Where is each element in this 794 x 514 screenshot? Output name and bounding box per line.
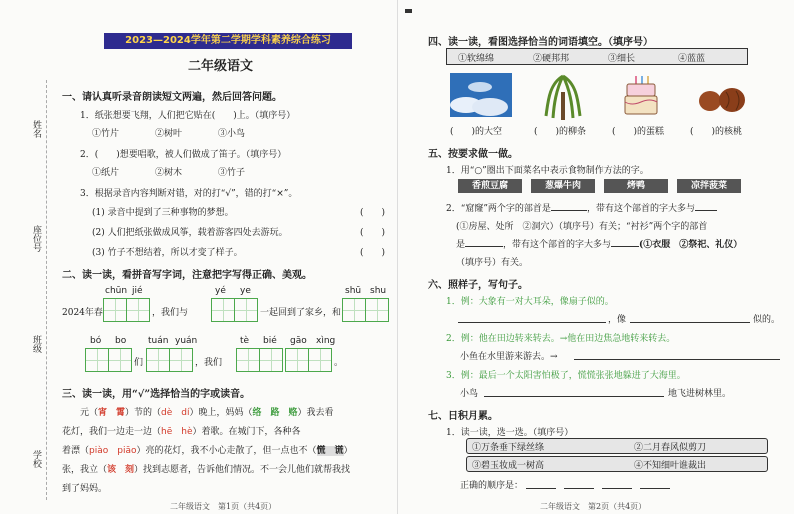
section4-heading: 四、读一读，看图选择恰当的词语填空。（填序号） bbox=[428, 37, 653, 48]
answer-line-1b[interactable] bbox=[630, 322, 750, 323]
section2-heading: 二、读一读，看拼音写字词，注意把字写得正确、美观。 bbox=[62, 270, 312, 281]
willow-picture bbox=[544, 72, 582, 120]
pinyin-jie: jié bbox=[132, 286, 143, 296]
order-blank-3[interactable] bbox=[602, 488, 632, 489]
pinyin-gao: gāo bbox=[290, 336, 307, 346]
writing-grid-tebie[interactable] bbox=[236, 348, 283, 372]
answer-line-2[interactable] bbox=[574, 359, 780, 360]
q2-options: ①纸片 ②树木 ③竹子 bbox=[92, 168, 246, 178]
pinyin-bo2: bo bbox=[115, 336, 127, 346]
judge-3: (3) 竹子不想结着，所以才变了样子。 bbox=[92, 248, 243, 258]
margin-seat-label: 座位号 bbox=[31, 225, 41, 252]
sentence-part-1: 2024年春 bbox=[62, 308, 103, 318]
writing-grid-shushu[interactable] bbox=[342, 298, 389, 322]
pinyin-yuan: yuán bbox=[175, 336, 198, 346]
writing-grid-chunjie[interactable] bbox=[103, 298, 150, 322]
pinyin-shu2: shu bbox=[370, 286, 387, 296]
section1-heading: 一、请认真听录音朗读短文两遍，然后回答问题。 bbox=[62, 92, 282, 103]
passage-line-3: 着漂（piào piāo）亮的花灯，我不小心走散了，但一点也不（慌 谎） bbox=[62, 446, 353, 456]
order-blank-1[interactable] bbox=[526, 488, 556, 489]
word-option-4: ④蓝蓝 bbox=[678, 54, 706, 64]
judge-2: (2) 人们把纸张做成风筝，载着游客四处去游玩。 bbox=[92, 228, 288, 238]
poem-option-1[interactable]: ①万条垂下绿丝绦 bbox=[472, 443, 545, 453]
food-item-1[interactable]: 香煎豆腐 bbox=[458, 179, 522, 193]
poem-option-4[interactable]: ④不知细叶谁裁出 bbox=[634, 461, 707, 471]
pinyin-ye1: yé bbox=[215, 286, 226, 296]
margin-name-label: 姓名 bbox=[31, 120, 41, 138]
answer-line-1a[interactable] bbox=[458, 322, 606, 323]
judge-1: (1) 录音中提到了三种事物的梦想。 bbox=[92, 208, 234, 218]
q3-text: 3．根据录音内容判断对错，对的打“√”，错的打“×”。 bbox=[80, 189, 298, 199]
sentence-part-2: ，我们与 bbox=[152, 308, 189, 318]
pinyin-tuan: tuán bbox=[148, 336, 169, 346]
choice-ke[interactable]: 该 刻 bbox=[107, 465, 135, 475]
sec6-example-3: 3．例：最后一个太阳害怕极了，慌慌张张地躲进了大海里。 bbox=[446, 371, 686, 381]
food-item-3[interactable]: 烤鸭 bbox=[604, 179, 668, 193]
binding-line bbox=[46, 80, 47, 500]
sec6-sentence-3a: 小鸟 bbox=[460, 389, 479, 399]
judge-2-answer[interactable]: ( ) bbox=[360, 228, 386, 238]
pinyin-ye2: ye bbox=[240, 286, 251, 296]
choice-xiao[interactable]: 宵 霄 bbox=[98, 408, 126, 418]
choice-lu[interactable]: 络 路 赂 bbox=[252, 408, 298, 418]
pinyin-bo1: bó bbox=[90, 336, 102, 346]
page-footer-2: 二年级语文 第2页（共4页） bbox=[540, 502, 647, 511]
sec5-q2-line4: （填序号）有关。 bbox=[456, 258, 529, 268]
word-option-2: ②硬邦邦 bbox=[533, 54, 570, 64]
order-blank-2[interactable] bbox=[564, 488, 594, 489]
sec7-q1: 1．读一读，选一选。（填序号） bbox=[446, 428, 574, 438]
pinyin-bie: bié bbox=[263, 336, 277, 346]
choice-he[interactable]: hē hè bbox=[161, 427, 193, 437]
blank-willow[interactable]: ( )的柳条 bbox=[534, 127, 587, 137]
passage-line-1: 元（宵 霄）节的（dè dí）晚上，妈妈（络 路 赂）我去看 bbox=[80, 408, 334, 418]
blank-sky[interactable]: ( )的大空 bbox=[450, 127, 503, 137]
q2-text: 2．( )想要唱歌，被人们做成了笛子。（填序号） bbox=[80, 150, 287, 160]
answer-line-3[interactable] bbox=[484, 396, 664, 397]
judge-3-answer[interactable]: ( ) bbox=[360, 248, 386, 258]
scan-mark bbox=[405, 9, 412, 13]
sec6-example-1: 1．例：大象有一对大耳朵，像扇子似的。 bbox=[446, 297, 614, 307]
writing-grid-bobo[interactable] bbox=[85, 348, 132, 372]
writing-grid-tuanyuan[interactable] bbox=[146, 348, 193, 372]
blank-walnut[interactable]: ( )的核桃 bbox=[690, 127, 743, 137]
exam-banner: 2023—2024学年第二学期学科素养综合练习 bbox=[104, 33, 352, 49]
margin-school-label: 学校 bbox=[31, 450, 41, 468]
section5-heading: 五、按要求做一做。 bbox=[428, 149, 518, 160]
q1-text: 1．纸张想要飞翔，人们把它贴在( )上。（填序号） bbox=[80, 111, 296, 121]
walnut-picture bbox=[698, 86, 746, 114]
sentence-part-6: 。 bbox=[334, 358, 344, 368]
writing-grid-gaoxing[interactable] bbox=[285, 348, 332, 372]
passage-line-2: 花灯，我们一边走一边（hē hè）着歌。在城门下，各种各 bbox=[62, 427, 301, 437]
exam-page-2 bbox=[398, 0, 794, 514]
pinyin-chun: chūn bbox=[105, 286, 128, 296]
sec6-sentence-2: 小鱼在水里游来游去。→ bbox=[460, 352, 558, 362]
choice-di[interactable]: dè dí bbox=[161, 408, 190, 418]
section6-heading: 六、照样子，写句子。 bbox=[428, 280, 528, 291]
section7-heading: 七、日积月累。 bbox=[428, 411, 498, 422]
q1-options: ①竹片 ②树叶 ③小鸟 bbox=[92, 129, 246, 139]
cake-picture bbox=[624, 74, 658, 118]
sec5-q2-line3: 是 ，带有这个部首的字大多与 (①衣服 ②祭祀、礼仪） bbox=[456, 240, 743, 250]
sec5-q1: 1．用“○”圈出下面菜名中表示食物制作方法的字。 bbox=[446, 166, 649, 176]
blank-meaning-2[interactable] bbox=[611, 246, 639, 247]
writing-grid-yeye[interactable] bbox=[211, 298, 258, 322]
sentence-part-5: ，我们 bbox=[195, 358, 223, 368]
passage-line-4: 张，我立（该 刻）找到志愿者，告诉他们情况。不一会儿他们就帮我找 bbox=[62, 465, 351, 475]
pinyin-te: tè bbox=[240, 336, 250, 346]
sec6-end-1: 似的。 bbox=[753, 315, 781, 325]
blank-radical-1[interactable] bbox=[551, 210, 587, 211]
page-title: 二年级语文 bbox=[188, 59, 254, 74]
blank-cake[interactable]: ( )的蛋糕 bbox=[612, 127, 665, 137]
choice-huang[interactable]: 慌 谎 bbox=[316, 446, 344, 456]
blank-meaning-1[interactable] bbox=[695, 210, 717, 211]
sentence-part-4: 们 bbox=[134, 358, 144, 368]
pinyin-shu1: shū bbox=[345, 286, 362, 296]
sec6-sentence-3b: 地飞进树林里。 bbox=[668, 389, 732, 399]
page-footer: 二年级语文 第1页（共4页） bbox=[170, 502, 277, 511]
passage-line-5: 到了妈妈。 bbox=[62, 484, 108, 494]
judge-1-answer[interactable]: ( ) bbox=[360, 208, 386, 218]
choice-piao[interactable]: piào piāo bbox=[89, 446, 137, 456]
food-item-4[interactable]: 凉拌菠菜 bbox=[677, 179, 741, 193]
pinyin-xing: xìng bbox=[316, 336, 336, 346]
poem-option-2[interactable]: ②二月春风似剪刀 bbox=[634, 443, 707, 453]
sec5-q2-line1: 2．“窟窿”两个字的部首是 ，带有这个部首的字大多与 bbox=[446, 201, 717, 214]
word-option-3: ③细长 bbox=[608, 54, 636, 64]
sec6-example-2: 2．例：他在田边转来转去。→他在田边焦急地转来转去。 bbox=[446, 334, 676, 344]
order-blank-4[interactable] bbox=[640, 488, 670, 489]
sentence-part-3: 一起回到了家乡，和 bbox=[260, 308, 342, 318]
sky-picture bbox=[450, 73, 512, 117]
blank-radical-2[interactable] bbox=[465, 246, 503, 247]
poem-option-3[interactable]: ③碧玉妆成一树高 bbox=[472, 461, 545, 471]
order-label: 正确的顺序是： bbox=[460, 481, 524, 491]
food-item-2[interactable]: 葱爆牛肉 bbox=[531, 179, 595, 193]
margin-class-label: 班级 bbox=[31, 335, 41, 353]
section3-heading: 三、读一读，用“√”选择恰当的字或读音。 bbox=[62, 389, 251, 400]
sec6-like: ，像 bbox=[608, 315, 627, 325]
word-option-1: ①软绵绵 bbox=[458, 54, 495, 64]
sec5-q2-line2: (①房屋、处所 ②洞穴）（填序号）有关；“衬衫”两个字的部首 bbox=[456, 222, 708, 232]
